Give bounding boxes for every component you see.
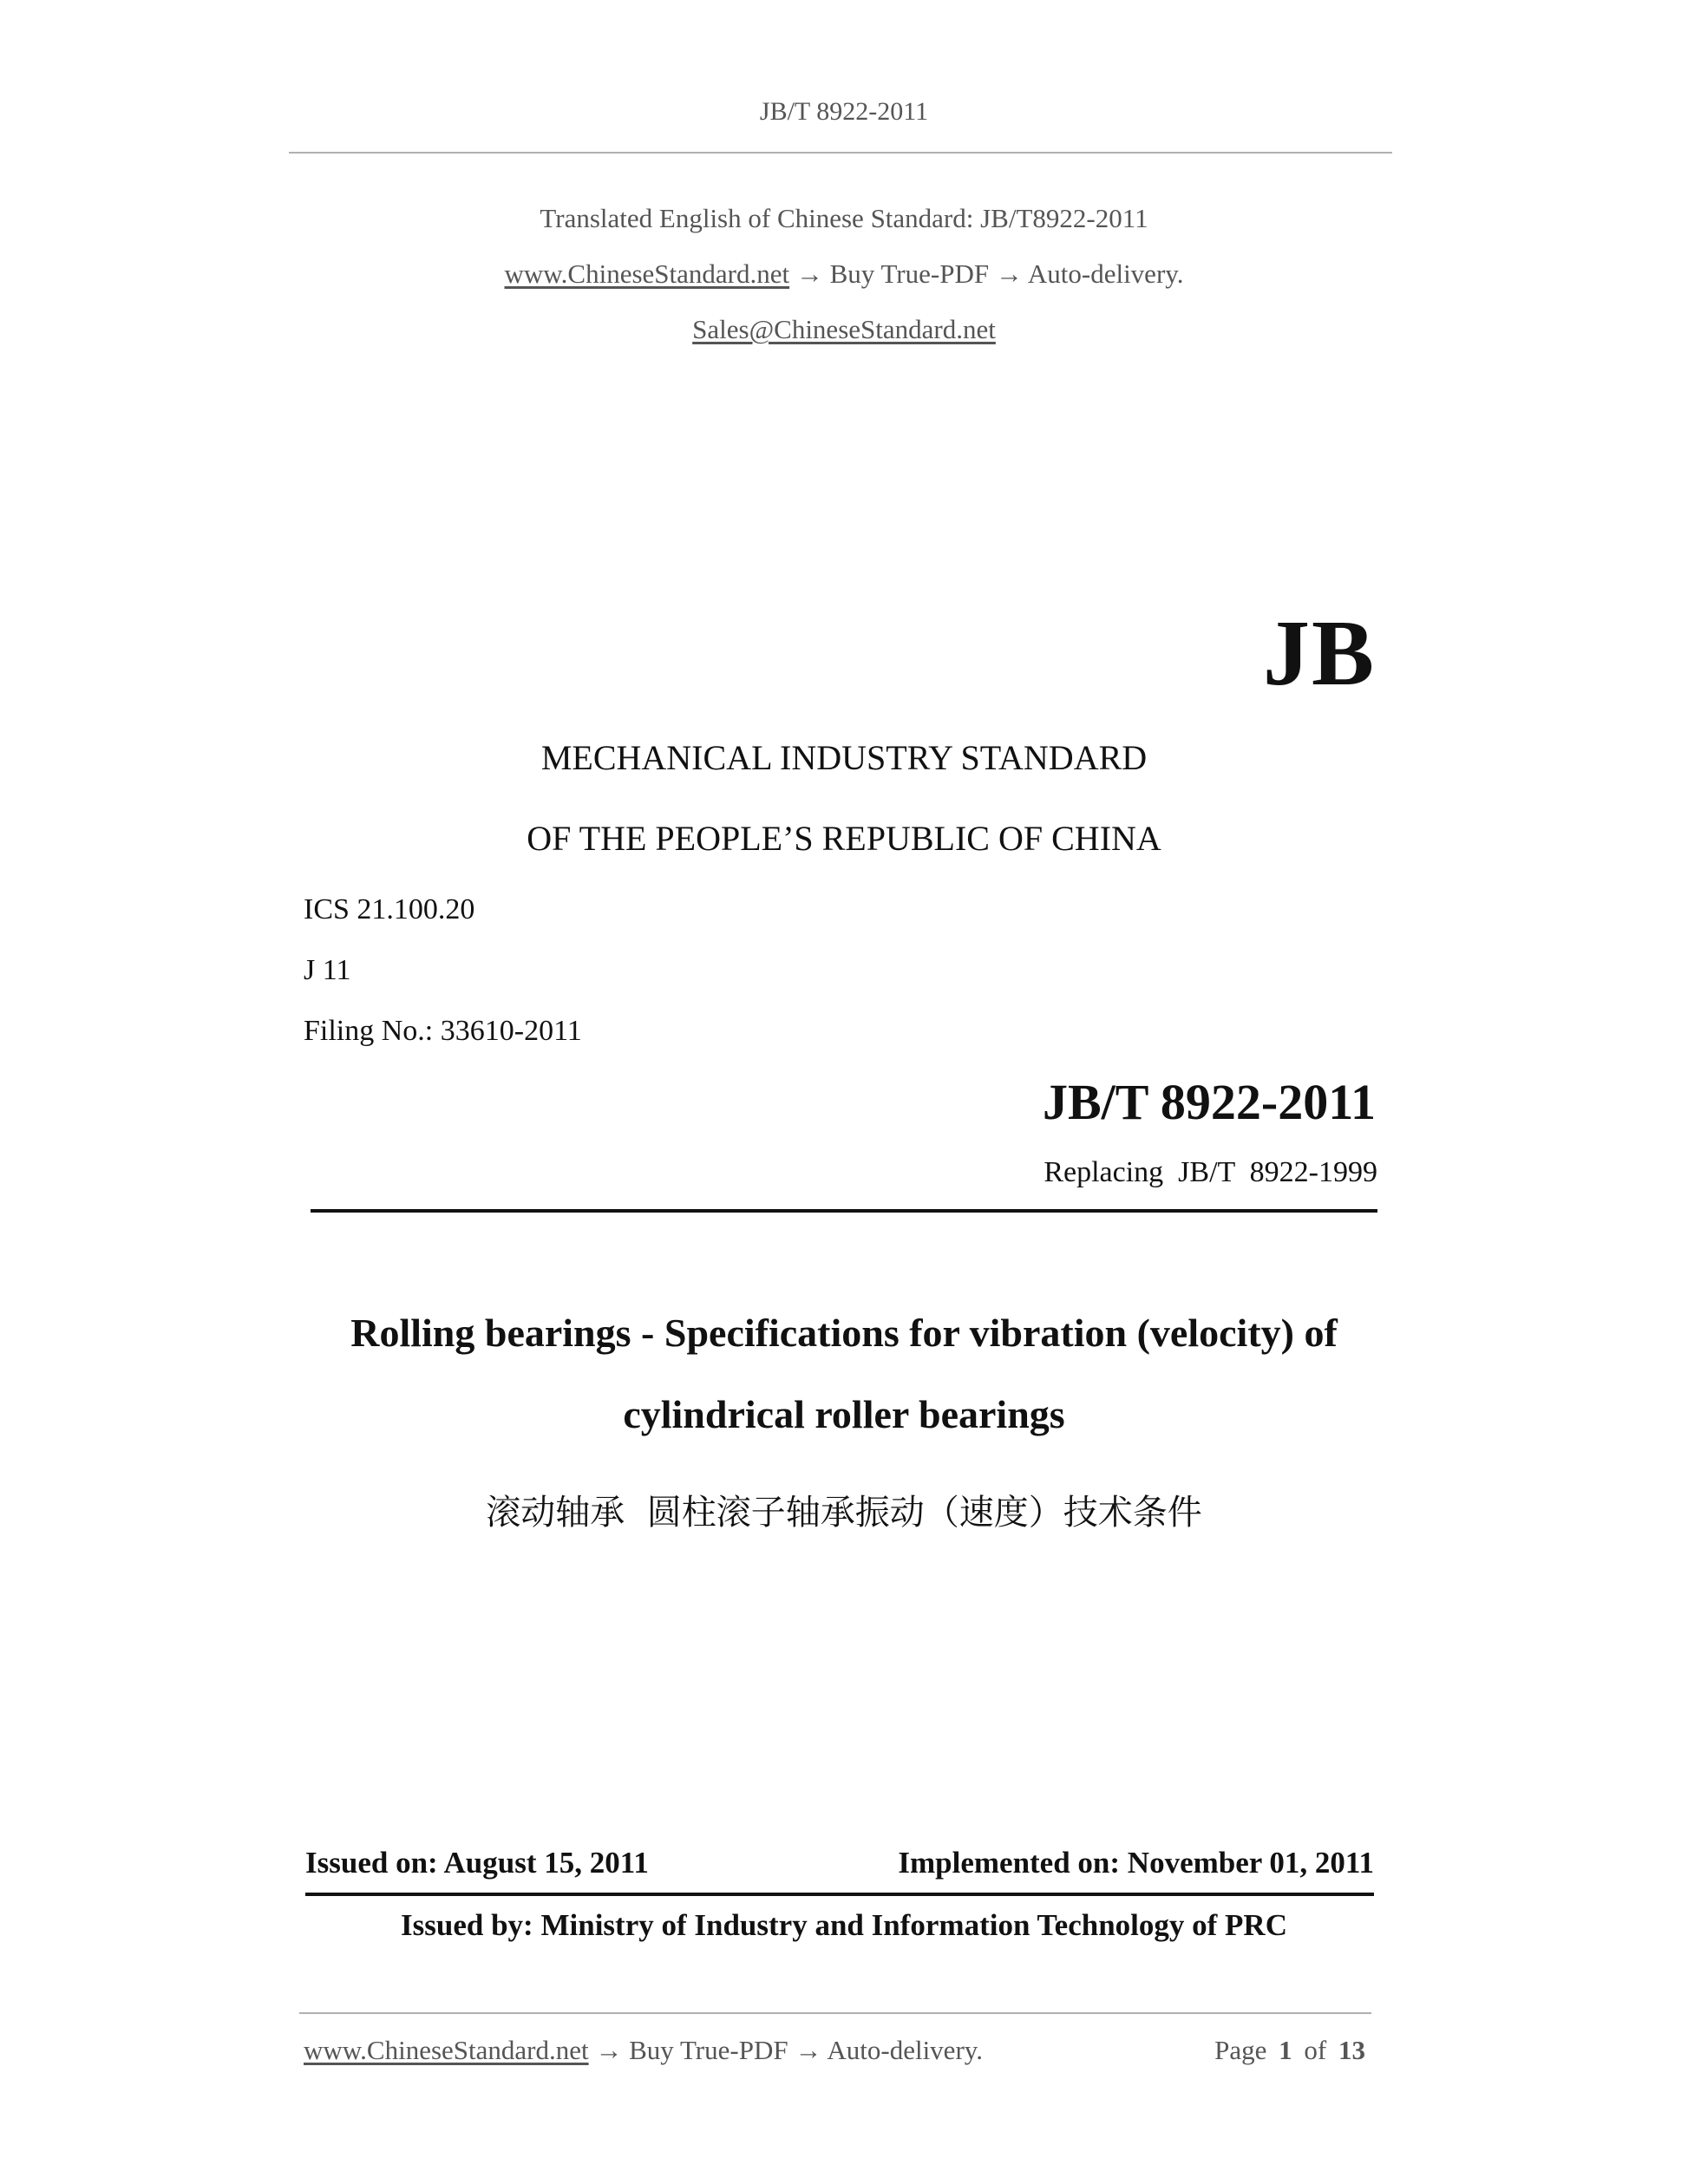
standard-type-line1: MECHANICAL INDUSTRY STANDARD	[540, 738, 1148, 777]
footer-purchase-line	[304, 2035, 983, 2066]
replacing-standard: Replacing JB/T 8922-1999	[1044, 1156, 1377, 1188]
implemented-on-date: Implemented on: November 01, 2011	[898, 1846, 1374, 1880]
filing-number: Filing No.: 33610-2011	[304, 1015, 582, 1047]
issuing-authority: Issued by: Ministry of Industry and Information Technology of PRC	[401, 1908, 1287, 1942]
site-link[interactable]: www.ChineseStandard.net	[504, 258, 790, 289]
running-header-title: JB/T 8922-2011	[759, 97, 929, 126]
page-of: of	[1304, 2035, 1327, 2065]
issue-divider	[305, 1893, 1374, 1896]
title-chinese: 滚动轴承 圆柱滚子轴承振动（速度）技术条件	[486, 1493, 1202, 1533]
standard-type-line2: OF THE PEOPLE’S REPUBLIC OF CHINA	[527, 819, 1161, 858]
purchase-line	[0, 258, 1688, 290]
number-divider	[311, 1209, 1377, 1213]
standard-number: JB/T 8922-2011	[1042, 1074, 1376, 1130]
ccs-code: J 11	[304, 954, 351, 986]
page-total: 13	[1338, 2035, 1365, 2065]
title-line1: Rolling bearings - Specifications for vibration (velocity) of	[350, 1311, 1338, 1355]
page-current: 1	[1279, 2035, 1292, 2065]
email-line	[0, 314, 1688, 345]
footer-purchase-text: → Buy True-PDF → Auto-delivery.	[595, 2035, 983, 2065]
translation-notice: Translated English of Chinese Standard: JB/T8922-2011	[540, 203, 1148, 233]
jb-logo: JB	[1262, 602, 1376, 705]
purchase-text: → Buy True-PDF → Auto-delivery.	[795, 258, 1184, 289]
title-line2: cylindrical roller bearings	[623, 1392, 1065, 1436]
ics-code: ICS 21.100.20	[304, 893, 475, 925]
issued-on-date: Issued on: August 15, 2011	[305, 1846, 649, 1880]
footer-site-link[interactable]: www.ChineseStandard.net	[304, 2035, 589, 2065]
page-label: Page	[1214, 2035, 1267, 2065]
page-indicator	[1214, 2035, 1365, 2066]
email-link[interactable]: Sales@ChineseStandard.net	[692, 314, 996, 344]
footer-divider	[299, 2012, 1371, 2014]
header-divider	[289, 152, 1392, 154]
